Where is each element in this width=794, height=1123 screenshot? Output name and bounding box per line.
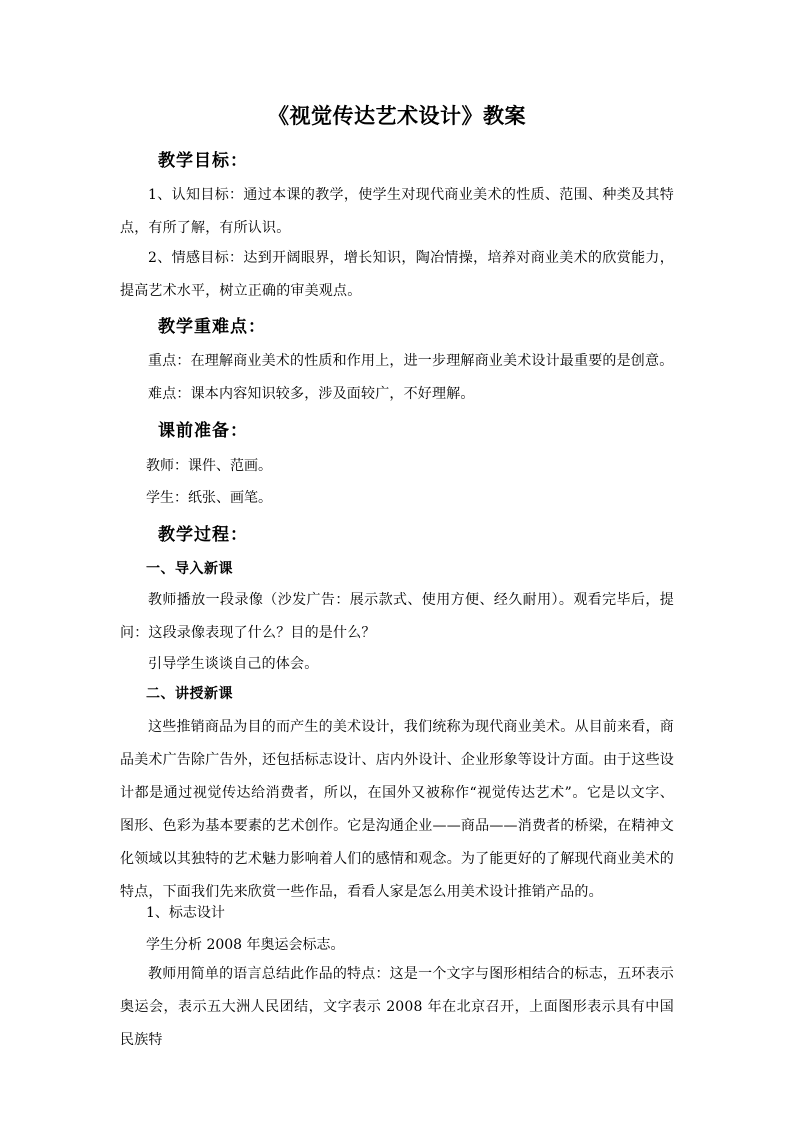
objective-emotional: 2、情感目标：达到开阔眼界，增长知识，陶冶情操，培养对商业美术的欣赏能力，提高艺术水平，树立正确的审美观点。 [120,250,674,299]
sub1-paragraph-2: 教师用简单的语言总结此作品的特点：这是一个文字与图形相结合的标志，五环表示奥运会，表示五大洲人民团结，文字表示 2008 年在北京召开，上面图形表示具有中国民族特 [120,966,674,1048]
part1-title: 一、导入新课 [146,561,233,577]
part2-title: 二、讲授新课 [146,686,233,702]
key-point: 重点：在理解商业美术的性质和作用上，进一步理解商业美术设计最重要的是创意。 [148,353,674,369]
sub1-paragraph-1: 学生分析 2008 年奥运会标志。 [146,937,345,953]
preparation-teacher: 教师：课件、范画。 [146,458,272,474]
sub1-title: 1、标志设计 [146,905,225,921]
process-heading: 教学过程： [158,525,248,545]
preparation-student: 学生：纸张、画笔。 [146,490,272,506]
objectives-heading: 教学目标： [158,151,248,171]
objective-cognitive: 1、认知目标：通过本课的教学，使学生对现代商业美术的性质、范围、种类及其特点，有所了解，有所认识。 [120,187,674,236]
document-title: 《视觉传达艺术设计》教案 [268,103,526,128]
difficult-point: 难点：课本内容知识较多，涉及面较广，不好理解。 [148,386,475,402]
part1-paragraph-1: 教师播放一段录像（沙发广告：展示款式、使用方便、经久耐用）。观看完毕后，提问：这段录像表现了什么？目的是什么？ [120,592,674,641]
key-points-heading: 教学重难点： [158,317,266,337]
part1-paragraph-2: 引导学生谈谈自己的体会。 [148,656,319,672]
preparation-heading: 课前准备： [158,421,248,441]
part2-paragraph-1: 这些推销商品为目的而产生的美术设计，我们统称为现代商业美术。从目前来看，商品美术广告除广告外，还包括标志设计、店内外设计、企业形象等设计方面。由于这些设计都是通过视觉传达给消费者，所以，在国外又被称作“视觉传达艺术”。它是以文字、图形、色彩为基本要素的艺术创作。它是沟通企业——商品——消费者的桥梁，在精神文化领域以其独特的艺术魅力影响着人们的感情和观念。为了能更好的了解现代商业美术的特点，下面我们先来欣赏一些作品，看看人家是怎么用美术设计推销产品的。 [120,719,674,900]
